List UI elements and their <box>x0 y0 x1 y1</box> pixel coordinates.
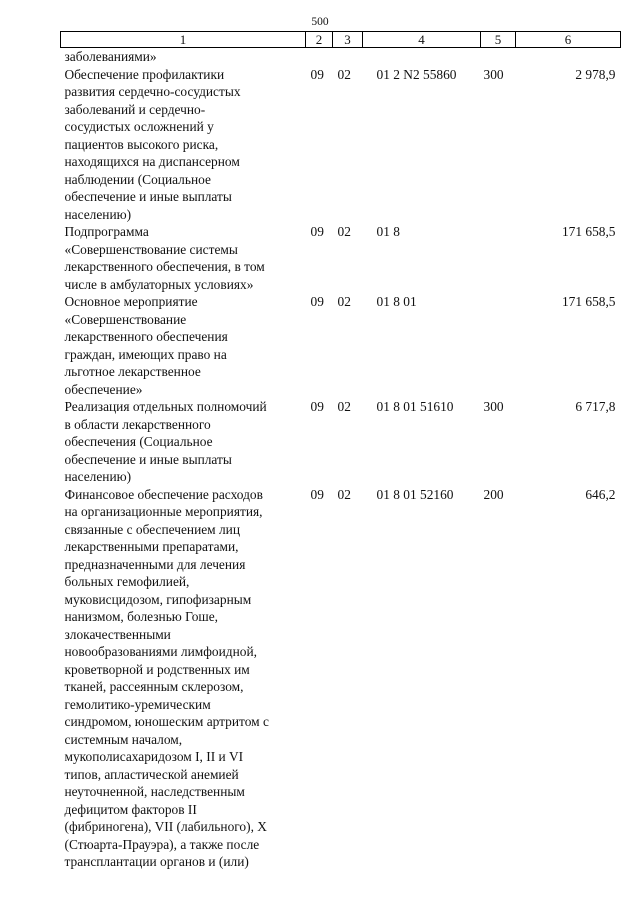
row-amount <box>516 48 621 66</box>
row-subsection <box>333 48 363 66</box>
row-section: 09 <box>310 224 324 239</box>
row-name: Финансовое обеспечение расходов на организационные мероприятия, связанные с обеспечением лиц лекарственными препаратами, предназначенными для лечения больных гемофилией, муковисцидозом, гипофизарным нанизмом, болезнью Гоше, злокачественными новообразованиями лимфоидной, кроветворной и родственных им тканей, рассеянным склерозом, гемолитико-уремическим синдромом, юношеским артритом с системным началом, мукополисахаридозом I, II и VI типов, апластической анемией неуточненной, наследственным дефицитом факторов II (фибриногена), VII (лабильного), X (Стюарта-Прауэра), а также после трансплантации органов и (или) <box>64 486 269 869</box>
column-header-expense-type: 5 <box>481 32 516 48</box>
row-amount: 171 658,5 <box>561 294 616 309</box>
row-section: 09 <box>310 294 324 309</box>
row-amount: 6 717,8 <box>575 399 616 414</box>
row-expense-type: 200 <box>483 486 504 502</box>
row-section: 09 <box>310 66 324 82</box>
row-name: заболеваниями» <box>64 49 157 64</box>
table-row <box>61 223 621 293</box>
page-number: 500 <box>311 16 329 28</box>
row-name: Реализация отдельных полномочий в области лекарственного обеспечения (Социальное обеспечение и иные выплаты населению) <box>64 399 267 484</box>
row-expense-type: 300 <box>483 66 504 82</box>
budget-table <box>60 31 621 871</box>
row-expense-type <box>481 293 516 398</box>
table-row <box>61 486 621 871</box>
column-header-target: 4 <box>363 32 481 48</box>
row-amount: 171 658,5 <box>561 224 616 239</box>
table-row <box>61 48 621 66</box>
row-target: 01 2 N2 55860 <box>376 66 457 82</box>
row-amount: 646,2 <box>585 486 616 502</box>
table-row <box>61 66 621 224</box>
table-row <box>61 398 621 486</box>
row-expense-type <box>481 223 516 293</box>
table-row <box>61 293 621 398</box>
row-subsection: 02 <box>337 294 351 309</box>
row-subsection: 02 <box>337 399 351 414</box>
row-subsection: 02 <box>337 486 351 502</box>
column-header-subsection: 3 <box>333 32 363 48</box>
row-target: 01 8 01 52160 <box>376 486 454 502</box>
row-name: Основное мероприятие «Совершенствование лекарственного обеспечения граждан, имеющих право на льготное лекарственное обеспечение» <box>64 294 228 397</box>
row-expense-type: 300 <box>483 399 504 414</box>
row-section: 09 <box>310 399 324 414</box>
row-subsection: 02 <box>337 66 351 82</box>
row-name: Обеспечение профилактики развития сердечно-сосудистых заболеваний и сердечно- сосудистых осложнений у пациентов высокого риска, находящихся на диспансерном наблюдении (Социальное обеспечение и иные выплаты населению) <box>64 66 241 222</box>
row-target <box>363 48 481 66</box>
row-subsection: 02 <box>337 224 351 239</box>
header-row <box>61 32 621 48</box>
row-target: 01 8 01 51610 <box>376 399 454 414</box>
column-header-name: 1 <box>61 32 306 48</box>
row-expense-type <box>481 48 516 66</box>
row-target: 01 8 <box>376 224 400 239</box>
row-name: Подпрограмма «Совершенствование системы лекарственного обеспечения, в том числе в амбулаторных условиях» <box>64 224 265 292</box>
table-header <box>61 32 621 48</box>
table-body <box>61 48 621 871</box>
row-section: 09 <box>310 486 324 502</box>
row-amount: 2 978,9 <box>575 66 616 82</box>
column-header-amount: 6 <box>516 32 621 48</box>
column-header-section: 2 <box>306 32 333 48</box>
row-target: 01 8 01 <box>376 294 417 309</box>
row-section <box>306 48 333 66</box>
